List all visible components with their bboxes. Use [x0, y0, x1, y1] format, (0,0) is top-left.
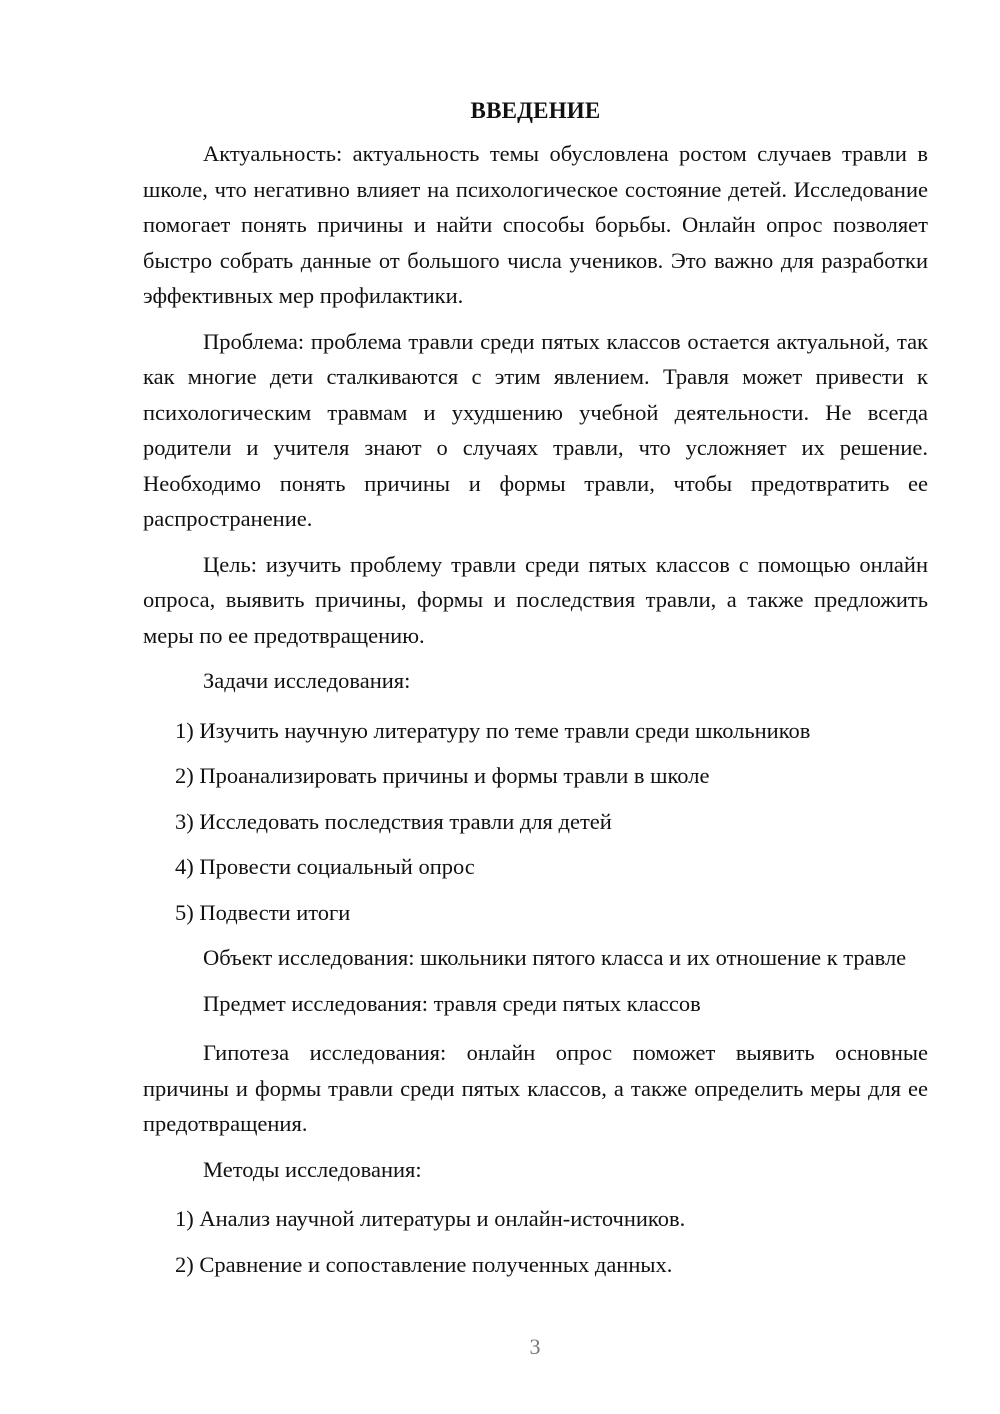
- list-item: 3) Исследовать последствия травли для детей: [175, 808, 612, 834]
- goal-paragraph: Цель: изучить проблему травли среди пятых классов с помощью онлайн опроса, выявить причины, формы и последствия травли, а также предложить меры по ее предотвращению.: [143, 551, 928, 648]
- document-page: [143, 92, 928, 1292]
- page-number: 3: [529, 1334, 541, 1359]
- list-item: 2) Сравнение и сопоставление полученных данных.: [175, 1251, 673, 1277]
- tasks-list: [143, 713, 928, 931]
- list-item: 5) Подвести итоги: [175, 899, 351, 925]
- methods-list: [143, 1201, 928, 1282]
- tasks-heading: Задачи исследования:: [203, 668, 411, 693]
- subject-paragraph: Предмет исследования: травля среди пятых классов: [203, 990, 701, 1016]
- object-paragraph: Объект исследования: школьники пятого класса и их отношение к травле: [203, 945, 907, 970]
- list-item: 4) Провести социальный опрос: [175, 854, 475, 879]
- relevance-paragraph: Актуальность: актуальность темы обусловлена ростом случаев травли в школе, что негативно влияет на психологическое состояние детей. Исследование помогает понять причины и найти способы борьбы. Онлайн опрос позволяет быстро собрать данные от большого числа учеников. Это важно для разработки эффективных мер профилактики.: [143, 141, 928, 308]
- list-item: 1) Изучить научную литературу по теме травли среди школьников: [175, 717, 811, 743]
- methods-heading: Методы исследования:: [203, 1156, 422, 1182]
- problem-paragraph: Проблема: проблема травли среди пятых классов остается актуальной, так как многие дети сталкиваются с этим явлением. Травля может привести к психологическим травмам и ухудшению учебной деятельности. Не всегда родители и учителя знают о случаях травли, что усложняет их решение. Необходимо понять причины и формы травли, чтобы предотвратить ее распространение.: [143, 328, 928, 531]
- list-item: 1) Анализ научной литературы и онлайн-источников.: [175, 1206, 686, 1231]
- hypothesis-paragraph: Гипотеза исследования: онлайн опрос поможет выявить основные причины и формы травли среди пятых классов, а также определить меры для ее предотвращения.: [143, 1040, 928, 1136]
- page-title: ВВЕДЕНИЕ: [470, 98, 601, 123]
- list-item: 2) Проанализировать причины и формы травли в школе: [175, 763, 710, 788]
